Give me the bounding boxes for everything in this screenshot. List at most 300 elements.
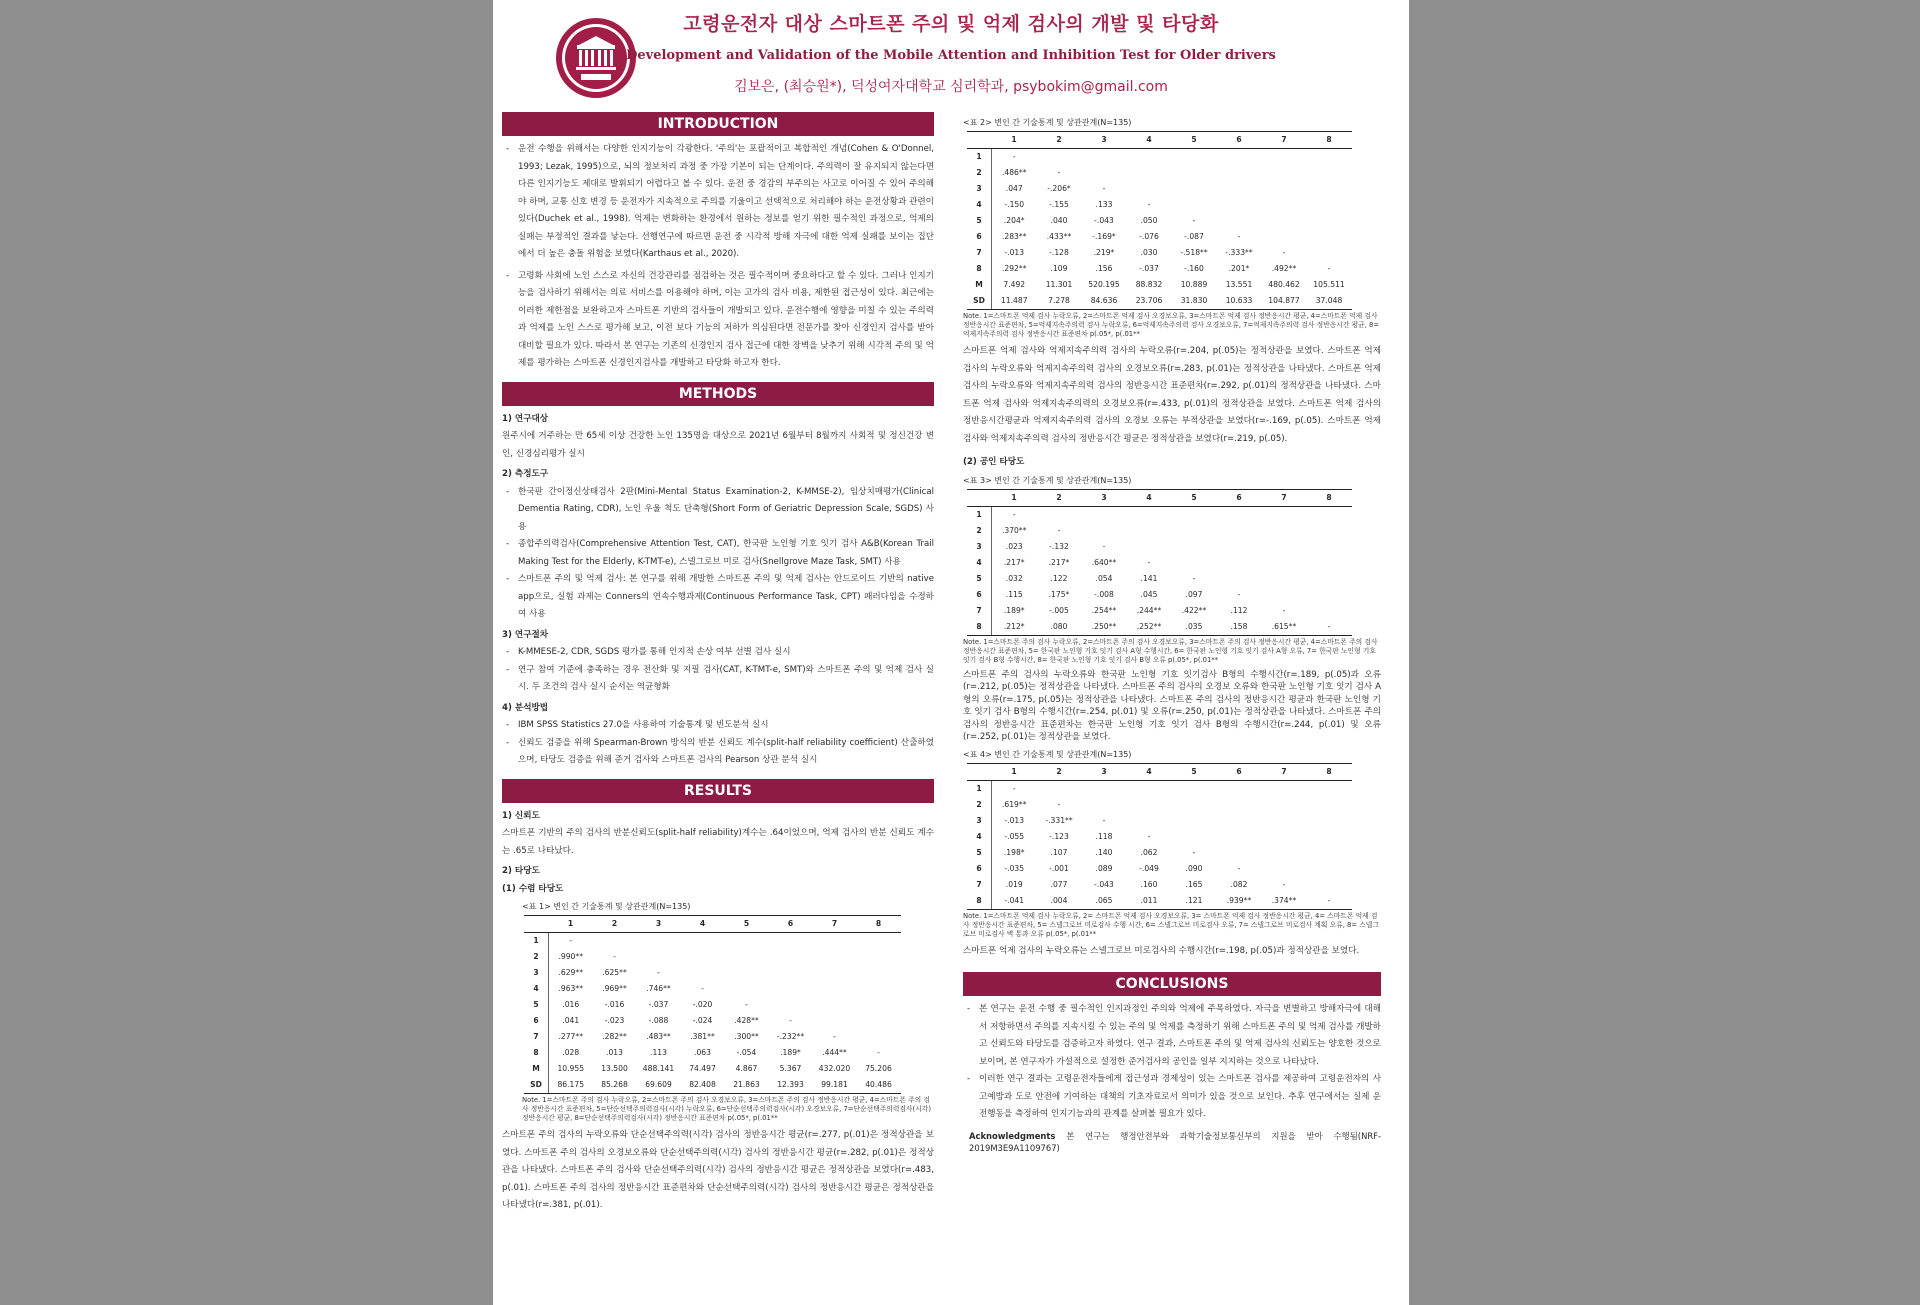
table-cell: .047	[992, 181, 1037, 197]
table-header-cell: 1	[549, 916, 593, 933]
table-cell: .283**	[992, 229, 1037, 245]
table-cell	[1262, 165, 1307, 181]
table-cell: .374**	[1262, 893, 1307, 910]
procedure-item: - K-MMESE-2, CDR, SGDS 평가를 통해 인지적 손상 여부 선별 검사 실시	[502, 644, 934, 662]
table-cell: 480.462	[1268, 280, 1300, 289]
table-cell	[813, 1013, 857, 1029]
table-row	[967, 293, 1352, 310]
table-cell	[681, 933, 725, 950]
table-cell	[1262, 229, 1307, 245]
table-cell: .370**	[992, 523, 1037, 539]
table-cell: -	[1282, 605, 1286, 615]
table-cell: .156	[1095, 264, 1113, 273]
table-cell: .746**	[646, 984, 671, 993]
table-cell: .160	[1140, 879, 1158, 889]
table-cell: .300**	[734, 1032, 759, 1041]
table-cell	[681, 965, 725, 981]
table-cell	[1127, 780, 1172, 797]
row-label: 7	[976, 248, 982, 257]
table-cell: -.049	[1139, 863, 1159, 873]
table-cell: -.087	[1184, 232, 1204, 241]
table-cell: .625**	[602, 968, 627, 977]
table-header-cell: 5	[1172, 489, 1217, 506]
left-column	[502, 112, 934, 1215]
table-cell	[857, 1029, 901, 1045]
table-cell: -	[1237, 863, 1241, 873]
table-cell: 4.867	[735, 1064, 758, 1073]
table-cell: -.037	[648, 1000, 669, 1009]
table-cell	[1082, 149, 1127, 166]
table-header-cell: 4	[681, 916, 725, 933]
table-row	[967, 149, 1352, 166]
table-row	[524, 981, 901, 997]
table-cell: .082	[1230, 879, 1248, 889]
row-label: SD	[967, 293, 992, 310]
row-label: 8	[967, 619, 992, 636]
table-cell: .486**	[992, 165, 1037, 181]
table-cell: -.041	[992, 893, 1037, 910]
table-cell: .158	[1217, 619, 1262, 636]
table-header-row	[524, 916, 901, 933]
table-cell	[1127, 165, 1172, 181]
table-cell	[1307, 877, 1352, 893]
table-cell	[1082, 797, 1127, 813]
table-cell: -	[1282, 879, 1286, 889]
results-table2-text: 스마트폰 억제 검사와 억제지속주의력 검사의 누락오류(r=.204, p(.05)는 정적상관을 보였다. 스마트폰 억제 검사의 누락오류와 억제지속주의력 검사의 오경보오류(r=.283, p(.01)는 정적상관을 나타냈다. 스마트폰 억제 검사의 누락오류와 억제지속주의력 검사의 정반응시간 표준편차(r=.292, p(.01)의 정적상관을 나타냈다. 스마트폰 억제 검사와 억제지속주의력의 오경보오류(r=.433, p(.01)의 정적상관을 보였다. 스마트폰 억제 검사의 정반응시간평균과 억제지속주의력 검사의 오경보 오류는 부적상관을 보였다(r=-.169, p(.05). 스마트폰 억제 검사와 억제지속주의력 검사의 정반응시간 평균은 정적상관을 보였다(r=.219, p(.05).	[963, 346, 1381, 444]
table-cell	[1262, 780, 1307, 797]
tool-item: - 한국판 간이정신상태검사 2판(Mini-Mental Status Examination-2, K-MMSE-2), 임상치매평가(Clinical Dementia Rating, CDR), 노인 우울 척도 단축형(Short Form of Geriatric Depression Scale, SGDS) 사용	[502, 484, 934, 537]
table-cell: -.023	[604, 1016, 625, 1025]
table-header-row	[967, 132, 1352, 149]
table-row	[967, 165, 1352, 181]
row-label: 6	[976, 589, 982, 599]
table-cell: -.037	[1139, 264, 1159, 273]
section-results: RESULTS	[502, 779, 934, 803]
table-cell	[857, 981, 901, 997]
table-cell	[1307, 797, 1352, 813]
table-cell: 432.020	[818, 1064, 851, 1073]
table-cell: .054	[1095, 573, 1113, 583]
table-cell: .013	[606, 1048, 623, 1057]
results-heading: 2) 타당도	[502, 866, 540, 876]
table-cell: -	[1282, 248, 1286, 257]
table-cell: .492**	[1271, 264, 1297, 273]
table-cell: -	[1102, 815, 1106, 825]
table-cell: -	[657, 968, 660, 977]
table-cell	[1127, 797, 1172, 813]
table-row	[967, 587, 1352, 603]
table-cell	[1307, 845, 1352, 861]
table-cell: 11.487	[992, 293, 1037, 310]
table-header-cell: 3	[1082, 489, 1127, 506]
table-cell	[1262, 829, 1307, 845]
table-cell: -.155	[1049, 200, 1069, 209]
row-label: 3	[976, 184, 982, 193]
row-label: 1	[533, 936, 539, 945]
table-cell: -	[789, 1016, 792, 1025]
tools-list	[502, 484, 934, 624]
table-cell	[813, 933, 857, 950]
table-cell: -	[1147, 200, 1151, 209]
table-cell: .629**	[549, 965, 593, 981]
table-row	[967, 245, 1352, 261]
table-cell	[1172, 829, 1217, 845]
row-label: 7	[976, 879, 982, 889]
table-header-cell: 2	[1037, 763, 1082, 780]
table-cell: .077	[1050, 879, 1068, 889]
table-cell: 88.832	[1135, 280, 1163, 289]
table-cell	[725, 981, 769, 997]
table-row	[967, 213, 1352, 229]
table-cell: -.054	[736, 1048, 757, 1057]
table-cell: .165	[1185, 879, 1203, 889]
table-row	[524, 1045, 901, 1061]
table-cell	[1217, 506, 1262, 523]
table-header-cell: 8	[1307, 489, 1352, 506]
table-cell	[1172, 165, 1217, 181]
table-cell: 520.195	[1088, 280, 1120, 289]
table-cell: .483**	[646, 1032, 671, 1041]
table-cell	[1307, 506, 1352, 523]
table-header-cell: 7	[813, 916, 857, 933]
table-cell: -.043	[1094, 879, 1114, 889]
row-label: 3	[976, 815, 982, 825]
table-cell: -	[1192, 573, 1196, 583]
table-cell: .050	[1140, 216, 1158, 225]
results-subheading: (1) 수렴 타당도	[502, 883, 564, 894]
table-header-cell: 2	[1037, 489, 1082, 506]
analysis-item: - IBM SPSS Statistics 27.0을 사용하여 기술통계 및 빈도분석 실시	[502, 717, 934, 735]
table-cell: -.132	[1049, 541, 1069, 551]
table-row	[967, 197, 1352, 213]
table-cell: .963**	[549, 981, 593, 997]
row-label: 4	[976, 831, 982, 841]
intro-list	[502, 141, 934, 373]
table-cell: -.123	[1049, 831, 1069, 841]
table-header-cell: 3	[1082, 132, 1127, 149]
table-row	[524, 1013, 901, 1029]
table-cell: -	[1102, 541, 1106, 551]
table-cell: 12.393	[769, 1077, 813, 1094]
table-cell: -.043	[1094, 216, 1114, 225]
table-cell	[1127, 506, 1172, 523]
table-cell: -	[1147, 831, 1151, 841]
table-1-caption: <표 1> 변인 간 기술통계 및 상관관계(N=135)	[522, 902, 691, 911]
row-label: SD	[524, 1077, 549, 1094]
table-cell: 13.551	[1225, 280, 1253, 289]
table-cell	[1082, 780, 1127, 797]
table-cell: .250**	[1082, 619, 1127, 636]
table-cell	[1262, 506, 1307, 523]
table-row	[967, 877, 1352, 893]
table-cell: .640**	[1091, 557, 1117, 567]
table-cell: -	[1237, 589, 1241, 599]
table-header-cell: 3	[637, 916, 681, 933]
table-header-cell: 2	[593, 916, 637, 933]
table-cell: -.128	[1049, 248, 1069, 257]
table-cell	[1127, 523, 1172, 539]
row-label: 6	[976, 863, 982, 873]
row-label: 5	[976, 573, 982, 583]
table-cell: -.076	[1139, 232, 1159, 241]
table-header-cell: 5	[725, 916, 769, 933]
table-row	[967, 829, 1352, 845]
table-header-cell: 7	[1262, 489, 1307, 506]
acknowledgments-text: 본 연구는 행정안전부와 과학기술정보통신부의 지원을 받아 수행됨(NRF-2019M3E9A1109767)	[969, 1130, 1381, 1153]
table-cell	[1262, 571, 1307, 587]
table-cell	[1307, 587, 1352, 603]
table-cell	[813, 997, 857, 1013]
table-cell: .041	[549, 1013, 593, 1029]
table-header-cell: 6	[1217, 763, 1262, 780]
table-header-cell	[967, 763, 992, 780]
table-cell	[725, 933, 769, 950]
row-label: 3	[533, 968, 539, 977]
table-row	[967, 813, 1352, 829]
table-cell: .090	[1185, 863, 1203, 873]
table-cell: .422**	[1181, 605, 1207, 615]
title-korean: 고령운전자 대상 스마트폰 주의 및 억제 검사의 개발 및 타당화	[683, 13, 1219, 35]
table-cell	[1262, 149, 1307, 166]
results-table3-text: 스마트폰 주의 검사의 누락오류와 한국판 노인형 기호 잇기검사 B형의 수행시간(r=.189, p(.05)과 오류(r=.212, p(.05)는 정적상관을 나타냈다. 스마트폰 주의 검사의 오경보 오류와 한국판 노인형 기호 잇기 검사 A형의 오류(r=.175, p(.05)는 정적상관을 나타냈다. 스마트폰 주의 검사의 정반응시간 평균과 한국판 노인형 기호 잇기 검사 B형의 수행시간(r=.254, p(.01) 및 오류(r=.250, p(.01)는 정적상관을 나타냈다. 스마트폰 주의 검사의 정반응시간 표준편차는 한국판 노인형 기호 잇기 검사 B형의 수행시간(r=.244, p(.01) 및 오류(r=.252, p(.01)는 정적상관을 보였다.	[963, 669, 1381, 742]
table-cell	[1307, 861, 1352, 877]
table-cell: 37.048	[1307, 293, 1352, 310]
table-cell: .107	[1050, 847, 1068, 857]
table-cell: .028	[549, 1045, 593, 1061]
table-cell	[1217, 829, 1262, 845]
table-cell	[1217, 797, 1262, 813]
table-cell	[1037, 149, 1082, 166]
table-cell	[1082, 523, 1127, 539]
table-header-cell: 1	[992, 132, 1037, 149]
table-cell: .254**	[1091, 605, 1117, 615]
table-cell: .201*	[1228, 264, 1250, 273]
table-cell: .619**	[992, 797, 1037, 813]
table-cell: .113	[650, 1048, 667, 1057]
table-4	[967, 763, 1352, 910]
table-cell	[769, 933, 813, 950]
table-cell: 10.633	[1217, 293, 1262, 310]
table-cell: -	[1307, 619, 1352, 636]
table-cell	[1262, 181, 1307, 197]
row-label: 5	[533, 1000, 539, 1009]
table-cell: 13.500	[601, 1064, 628, 1073]
table-cell	[1307, 555, 1352, 571]
table-cell	[769, 997, 813, 1013]
table-cell: .040	[1050, 216, 1068, 225]
table-row	[967, 780, 1352, 797]
table-header-cell: 7	[1262, 763, 1307, 780]
table-cell: -.016	[604, 1000, 625, 1009]
row-label: 3	[976, 541, 982, 551]
table-cell: .428**	[734, 1016, 759, 1025]
table-cell: 105.511	[1313, 280, 1345, 289]
table-4-note: Note. 1=스마트폰 억제 검사 누락오류, 2= 스마트폰 억제 검사 오경보오류, 3= 스마트폰 억제 검사 정반응시간 평균, 4= 스마트폰 억제 검사 정반응시간 표준편차, 5= 스넬그로브 미로검사 수행 시간, 6= 스넬그로브 미로검사 오류, 7= 스넬그로브 미로검사 계획 오류, 8= 스넬그로브 미로검사 벽 통과 오류 p(.05*, p(.01**	[963, 911, 1379, 938]
table-cell: .089	[1095, 863, 1113, 873]
row-label: M	[532, 1064, 540, 1073]
methods-heading: 2) 측정도구	[502, 469, 549, 479]
table-cell	[1217, 555, 1262, 571]
table-cell	[1037, 780, 1082, 797]
tool-item: - 종합주의력검사(Comprehensive Attention Test, CAT), 한국판 노인형 기호 잇기 검사 A&B(Korean Trail Making Test for the Elderly, K-TMT-e), 스넬그로브 미로 검사(Snellgrove Maze Task, SMT) 사용	[502, 536, 934, 571]
table-cell	[1172, 797, 1217, 813]
results-subheading: (2) 공인 타당도	[963, 457, 1025, 467]
table-cell: .035	[1172, 619, 1217, 636]
table-row	[967, 603, 1352, 619]
table-header-cell: 4	[1127, 763, 1172, 780]
table-cell: .217*	[1048, 557, 1070, 567]
table-cell	[1307, 197, 1352, 213]
table-cell: 69.609	[637, 1077, 681, 1094]
table-cell: .030	[1140, 248, 1158, 257]
table-header-row	[967, 763, 1352, 780]
table-row	[967, 619, 1352, 636]
table-cell	[1217, 571, 1262, 587]
table-row	[967, 571, 1352, 587]
table-cell	[725, 965, 769, 981]
table-cell: 23.706	[1127, 293, 1172, 310]
table-cell: .244**	[1136, 605, 1162, 615]
table-cell: .990**	[549, 949, 593, 965]
table-header-cell	[967, 132, 992, 149]
table-cell	[593, 933, 637, 950]
table-header-cell: 8	[857, 916, 901, 933]
table-cell	[1082, 506, 1127, 523]
table-cell: -	[1057, 525, 1061, 535]
table-row	[967, 797, 1352, 813]
table-cell	[1307, 165, 1352, 181]
table-cell: 99.181	[813, 1077, 857, 1094]
table-cell	[769, 981, 813, 997]
table-cell: -	[992, 149, 1037, 166]
table-cell	[1037, 506, 1082, 523]
table-header-cell: 4	[1127, 489, 1172, 506]
table-cell	[1307, 780, 1352, 797]
table-header-cell: 5	[1172, 763, 1217, 780]
row-label: 1	[976, 152, 982, 161]
table-cell	[1172, 506, 1217, 523]
table-cell: 86.175	[549, 1077, 593, 1094]
table-cell: -	[745, 1000, 748, 1009]
table-cell	[1262, 813, 1307, 829]
table-cell: -	[1307, 893, 1352, 910]
table-row	[967, 277, 1352, 293]
table-row	[967, 845, 1352, 861]
table-cell: -	[833, 1032, 836, 1041]
table-header-cell: 6	[1217, 489, 1262, 506]
table-cell	[1307, 181, 1352, 197]
table-row	[524, 933, 901, 950]
table-2	[967, 131, 1352, 310]
tool-item: - 스마트폰 주의 및 억제 검사: 본 연구를 위해 개발한 스마트폰 주의 및 억제 검사는 안드로이드 기반의 native app으로, 실험 과제는 Conners의 연속수행과제(Continuous Performance Task, CPT) 패러다임을 수정하여 사용	[502, 571, 934, 624]
table-cell: .023	[992, 539, 1037, 555]
table-cell: -.013	[992, 813, 1037, 829]
table-cell: .189*	[780, 1048, 801, 1057]
section-introduction: INTRODUCTION	[502, 112, 934, 136]
table-cell: .045	[1140, 589, 1158, 599]
table-cell: 7.492	[992, 277, 1037, 293]
table-cell	[769, 949, 813, 965]
table-cell: 84.636	[1082, 293, 1127, 310]
row-label: 2	[976, 525, 982, 535]
procedure-item: - 연구 참여 기준에 충족하는 경우 전산화 및 지필 검사(CAT, K-TMT-e, SMT)와 스마트폰 주의 및 억제 검사 실시. 두 조건의 검사 실시 순서는 역균형화	[502, 662, 934, 697]
results-table1-text: 스마트폰 주의 검사의 누락오류와 단순선택주의력(시각) 검사의 정반응시간 평균(r=.277, p(.01)은 정적상관을 보였다. 스마트폰 주의 검사의 오경보오류와 단순선택주의력(시각) 검사의 정반응시간 평균(r=.282, p(.01)은 정적상관을 나타냈다. 스마트폰 주의 검사와 단순선택주의력(시각) 검사의 정반응시간 평균은 정적상관을 보였다(r=.483, p(.01). 스마트폰 주의 검사의 정반응시간 표준편차와 단순선택주의력(시각) 검사의 정반응시간 평균은 정적상관을 나타냈다(r=.381, p(.01).	[502, 1130, 934, 1210]
table-cell	[769, 965, 813, 981]
row-label: 8	[976, 264, 982, 273]
authors: 김보은, (최승원*), 덕성여자대학교 심리학과, psybokim@gmail.com	[734, 79, 1168, 95]
table-cell: .141	[1140, 573, 1158, 583]
table-cell: -	[549, 933, 593, 950]
table-cell: -.160	[1184, 264, 1204, 273]
table-cell: -.088	[648, 1016, 669, 1025]
section-conclusions: CONCLUSIONS	[963, 972, 1381, 996]
table-cell: 85.268	[593, 1077, 637, 1094]
table-row	[524, 1061, 901, 1077]
table-cell	[1262, 845, 1307, 861]
table-1	[524, 915, 901, 1094]
table-cell: 21.863	[725, 1077, 769, 1094]
table-cell: .217*	[992, 555, 1037, 571]
table-cell: -	[1057, 168, 1061, 177]
table-cell: -.206*	[1047, 184, 1071, 193]
table-cell: .292**	[992, 261, 1037, 277]
table-cell: 82.408	[681, 1077, 725, 1094]
analysis-item: - 신뢰도 검증을 위해 Spearman-Brown 방식의 반분 신뢰도 계수(split-half reliability coefficient) 산출하였으며, 타당도 검증을 위해 준거 검사와 스마트폰 검사의 Pearson 상관 분석 실시	[502, 735, 934, 770]
table-cell: .381**	[690, 1032, 715, 1041]
table-cell	[1217, 181, 1262, 197]
table-cell: -.001	[1049, 863, 1069, 873]
table-header-cell: 3	[1082, 763, 1127, 780]
methods-heading: 1) 연구대상	[502, 413, 549, 424]
table-cell: .212*	[992, 619, 1037, 636]
table-cell: .198*	[992, 845, 1037, 861]
table-1-note: Note. 1=스마트폰 주의 검사 누락오류, 2=스마트폰 주의 검사 오경보오류, 3=스마트폰 주의 검사 정반응시간 평균, 4=스마트폰 주의 검사 정반응시간 표준편차, 5=단순선택주의력검사(시각) 누락오류, 6=단순선택주의력검사(시각) 오경보오류, 7=단순선택주의력검사(시각) 정반응시간 평균, 8=단순선택주의력검사(시각) 정반응시간 표준편차 p(.05*, p(.01**	[522, 1096, 931, 1122]
table-cell: 40.486	[857, 1077, 901, 1094]
table-cell	[1127, 813, 1172, 829]
table-2-caption: <표 2> 변인 간 기술통계 및 상관관계(N=135)	[963, 118, 1132, 127]
table-cell	[1262, 213, 1307, 229]
table-cell	[1307, 245, 1352, 261]
table-cell: -.150	[992, 197, 1037, 213]
table-cell: .109	[1050, 264, 1068, 273]
table-cell	[1217, 845, 1262, 861]
table-row	[967, 506, 1352, 523]
table-header-cell: 6	[769, 916, 813, 933]
row-label: 2	[976, 799, 982, 809]
table-cell: .133	[1095, 200, 1113, 209]
table-cell: -	[992, 780, 1037, 797]
table-cell: .065	[1082, 893, 1127, 910]
table-cell: .121	[1172, 893, 1217, 910]
table-cell	[857, 997, 901, 1013]
table-cell	[1217, 197, 1262, 213]
table-cell	[681, 949, 725, 965]
table-cell: -	[1192, 847, 1196, 857]
table-cell: 7.278	[1037, 293, 1082, 310]
intro-item: - 운전 수행을 위해서는 다양한 인지기능이 각광한다. '주의'는 포괄적이고 복합적인 개념(Cohen & O'Donnel, 1993; Lezak, 1995)으로, 뇌의 정보처리 과정 중 가장 기본이 되는 단계이다. 주의력이 잘 유지되지 않는다면 다른 인지기능도 제대로 발휘되기 어렵다고 볼 수 있다. 운전 중 경감의 부주의는 사고로 이어질 수 있어 주의해야 하며, 교통 신호 변경 등 운전자가 지속적으로 주의를 기울이고 선택적으로 처리해야 하는 운전상황과 관련이 있다(Duchek et al., 1998). 억제는 변화하는 환경에서 원하는 정보를 얻기 위한 필수적인 과정으로, 억제의 실패는 부정적인 결과를 낳는다. 선행연구에 따르면 운전 중 시각적 방해 자극에 대한 억제 실패를 보이는 집단에서 더 높은 충돌 위험을 보였다(Karthaus et al., 2020).	[502, 141, 934, 264]
table-cell: 104.877	[1262, 293, 1307, 310]
table-cell	[1262, 797, 1307, 813]
table-row	[524, 1029, 901, 1045]
table-cell: .219*	[1093, 248, 1115, 257]
conclusion-item: - 이러한 연구 결과는 고령운전자들에게 접근성과 경제성이 있는 스마트폰 검사를 제공하여 고령운전자의 사고예방과 도로 안전에 기여하는 대책의 기초자료로서 의미가 있을 것으로 보인다. 추후 연구에서는 실제 운전행동을 측정하여 인지기능과의 관계를 살펴볼 필요가 있다.	[963, 1071, 1381, 1124]
table-row	[524, 1077, 901, 1094]
results-reliability: 스마트폰 기반의 주의 검사의 반분신뢰도(split-half reliability)계수는 .64이었으며, 억제 검사의 반분 신뢰도 계수는 .65로 나타났다.	[502, 828, 934, 856]
table-header-cell: 8	[1307, 763, 1352, 780]
table-cell	[1217, 165, 1262, 181]
table-row	[967, 861, 1352, 877]
table-cell: .097	[1185, 589, 1203, 599]
